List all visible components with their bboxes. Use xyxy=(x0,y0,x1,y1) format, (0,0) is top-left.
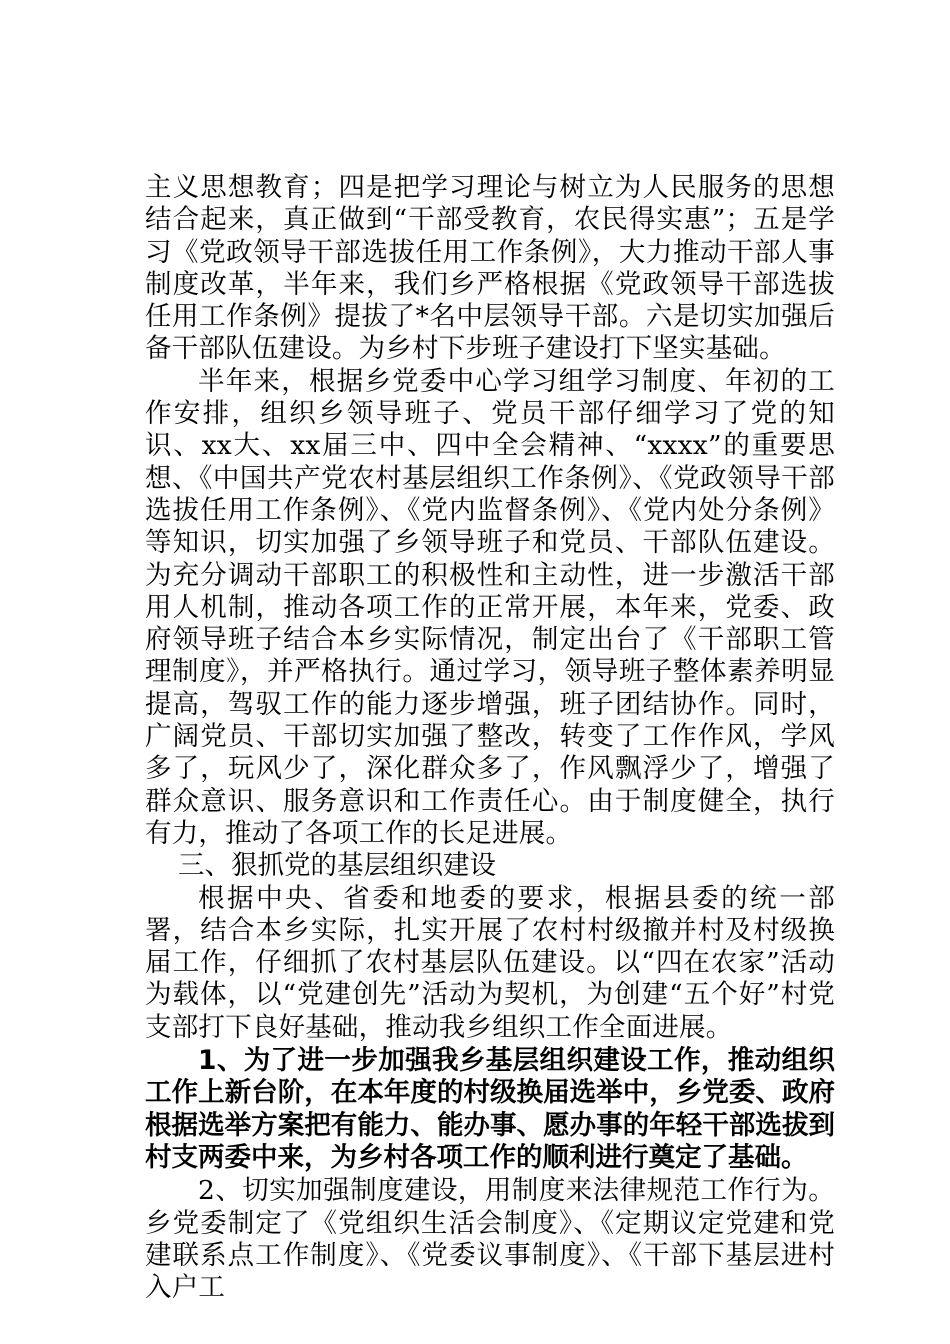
document-body xyxy=(145,172,835,1304)
paragraph-continued: 主义思想教育；四是把学习理论与树立为人民服务的思想结合起来，真正做到“干部受教育，农民得实惠”；五是学习《党政领导干部选拔任用工作条例》，大力推动干部人事制度改革，半年来，我们乡严格根据《党政领导干部选拔任用工作条例》提拔了*名中层领导干部。六是切实加强后备干部队伍建设。为乡村下步班子建设打下坚实基础。 xyxy=(145,172,835,365)
paragraph-item-one: 1、为了进一步加强我乡基层组织建设工作，推动组织工作上新台阶，在本年度的村级换届选举中，乡党委、政府根据选举方案把有能力、能办事、愿办事的年轻干部选拔到村支两委中来，为乡村各项工作的顺利进行奠定了基础。 xyxy=(145,1045,835,1173)
paragraph-grassroots-intro: 根据中央、省委和地委的要求，根据县委的统一部署，结合本乡实际，扎实开展了农村村级撤并村及村级换届工作，仔细抓了农村基层队伍建设。以“四在农家”活动为载体，以“党建创先”活动为契机，为创建“五个好”村党支部打下良好基础，推动我乡组织工作全面进展。 xyxy=(145,882,835,1043)
paragraph-half-year-study: 半年来，根据乡党委中心学习组学习制度、年初的工作安排，组织乡领导班子、党员干部仔细学习了党的知识、xx大、xx届三中、四中全会精神、“xxxx”的重要思想、《中国共产党农村基层组织工作条例》、《党政领导干部选拔任用工作条例》、《党内监督条例》、《党内处分条例》等知识，切实加强了乡领导班子和党员、干部队伍建设。为充分调动干部职工的积极性和主动性，进一步激活干部用人机制，推动各项工作的正常开展，本年来，党委、政府领导班子结合本乡实际情况，制定出台了《干部职工管理制度》，并严格执行。通过学习，领导班子整体素养明显提高，驾驭工作的能力逐步增强，班子团结协作。同时，广阔党员、干部切实加强了整改，转变了工作作风，学风多了，玩风少了，深化群众多了，作风飘浮少了，增强了群众意识、服务意识和工作责任心。由于制度健全，执行有力，推动了各项工作的长足进展。 xyxy=(145,365,835,849)
paragraph-item-two: 2、切实加强制度建设，用制度来法律规范工作行为。乡党委制定了《党组织生活会制度》、《定期议定党建和党建联系点工作制度》、《党委议事制度》、《干部下基层进村入户工 xyxy=(145,1175,835,1304)
section-heading-three: 三、狠抓党的基层组织建设 xyxy=(178,850,496,882)
